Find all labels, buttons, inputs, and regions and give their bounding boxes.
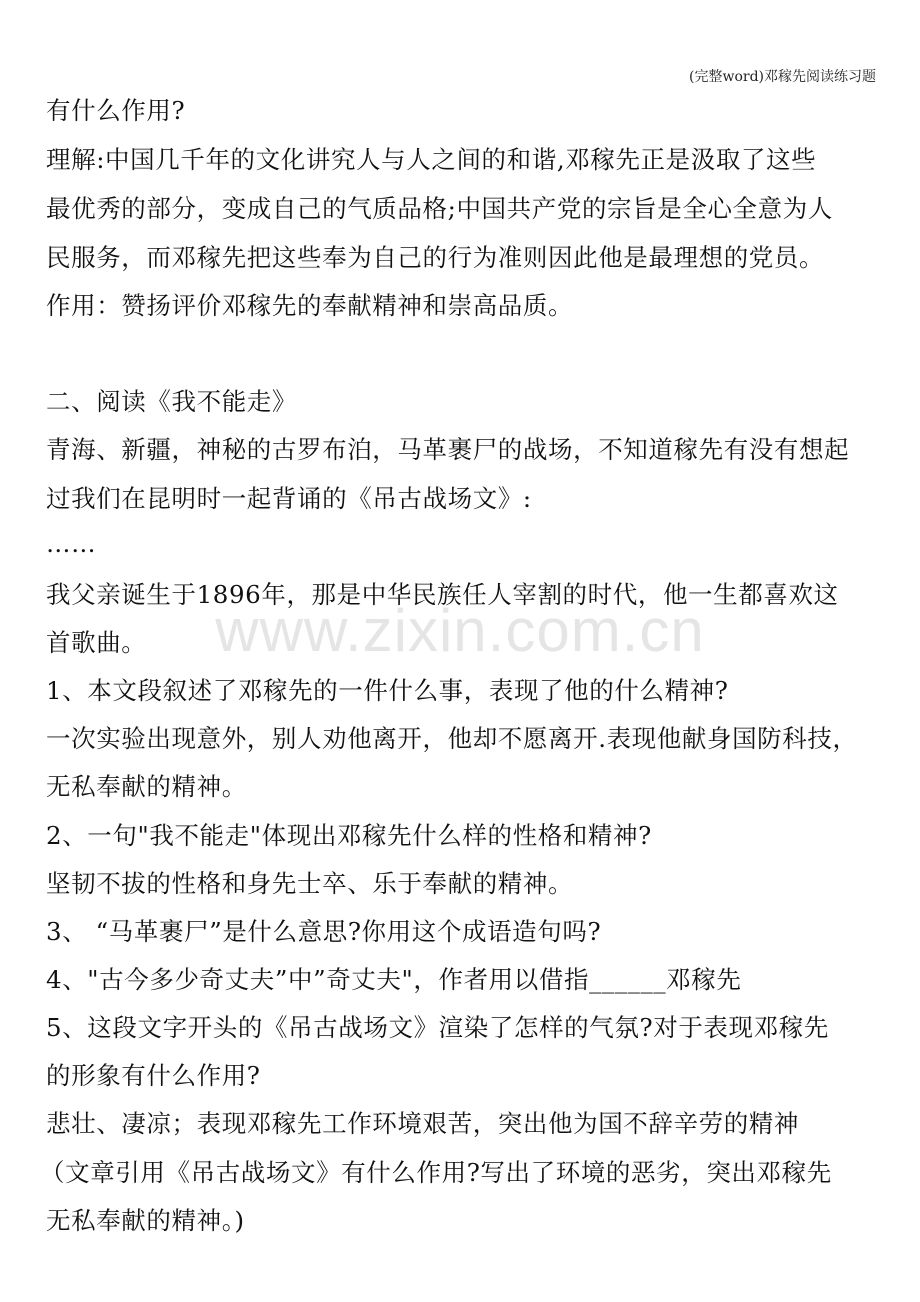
ellipsis-line: ……: [46, 529, 97, 558]
page-header: (完整word)邓稼先阅读练习题: [689, 69, 876, 85]
text-line: 理解:中国几千年的文化讲究人与人之间的和谐,邓稼先正是汲取了这些: [46, 145, 817, 174]
text-line: 民服务，而邓稼先把这些奉为自己的行为准则因此他是最理想的党员。: [46, 243, 825, 272]
text-line: 青海、新疆，神秘的古罗布泊，马革裹尸的战场，不知道稼先有没有想起: [46, 435, 850, 464]
text-line: 作用：赞扬评价邓稼先的奉献精神和崇高品质。: [46, 291, 574, 320]
answer-line: 无私奉献的精神。): [46, 1206, 245, 1235]
text-line: 我父亲诞生于1896年，那是中华民族任人宰割的时代，他一生都喜欢这: [46, 580, 839, 609]
question-line: 5、这段文字开头的《吊古战场文》渲染了怎样的气氛?对于表现邓稼先: [46, 1013, 829, 1042]
question-line: 3、 “马革裹尸”是什么意思?你用这个成语造句吗?: [46, 917, 602, 946]
question-line: 2、一句"我不能走"体现出邓稼先什么样的性格和精神?: [46, 821, 652, 850]
text-line: 过我们在昆明时一起背诵的《吊古战场文》:: [46, 484, 532, 513]
text-line: 首歌曲。: [46, 628, 147, 657]
answer-line: 悲壮、凄凉；表现邓稼先工作环境艰苦，突出他为国不辞辛劳的精神: [46, 1109, 799, 1138]
question-line: 1、本文段叙述了邓稼先的一件什么事，表现了他的什么精神?: [46, 676, 729, 705]
text-line: 最优秀的部分，变成自己的气质品格;中国共产党的宗旨是全心全意为人: [46, 194, 833, 223]
answer-line: 坚韧不拔的性格和身先士卒、乐于奉献的精神。: [46, 869, 574, 898]
question-line: 4、"古今多少奇丈夫”中”奇丈夫"，作者用以借指______邓稼先: [46, 965, 742, 994]
section-heading: 二、阅读《我不能走》: [46, 387, 297, 416]
watermark: www.zixin.com.cn: [215, 597, 705, 664]
answer-line: 无私奉献的精神。: [46, 772, 247, 801]
question-line: 的形象有什么作用?: [46, 1061, 261, 1090]
answer-line: 一次实验出现意外，别人劝他离开，他却不愿离开.表现他献身国防科技，: [46, 724, 858, 753]
answer-line: （文章引用《吊古战场文》有什么作用?写出了环境的恶劣，突出邓稼先: [40, 1158, 832, 1187]
text-line: 有什么作用?: [46, 96, 186, 125]
